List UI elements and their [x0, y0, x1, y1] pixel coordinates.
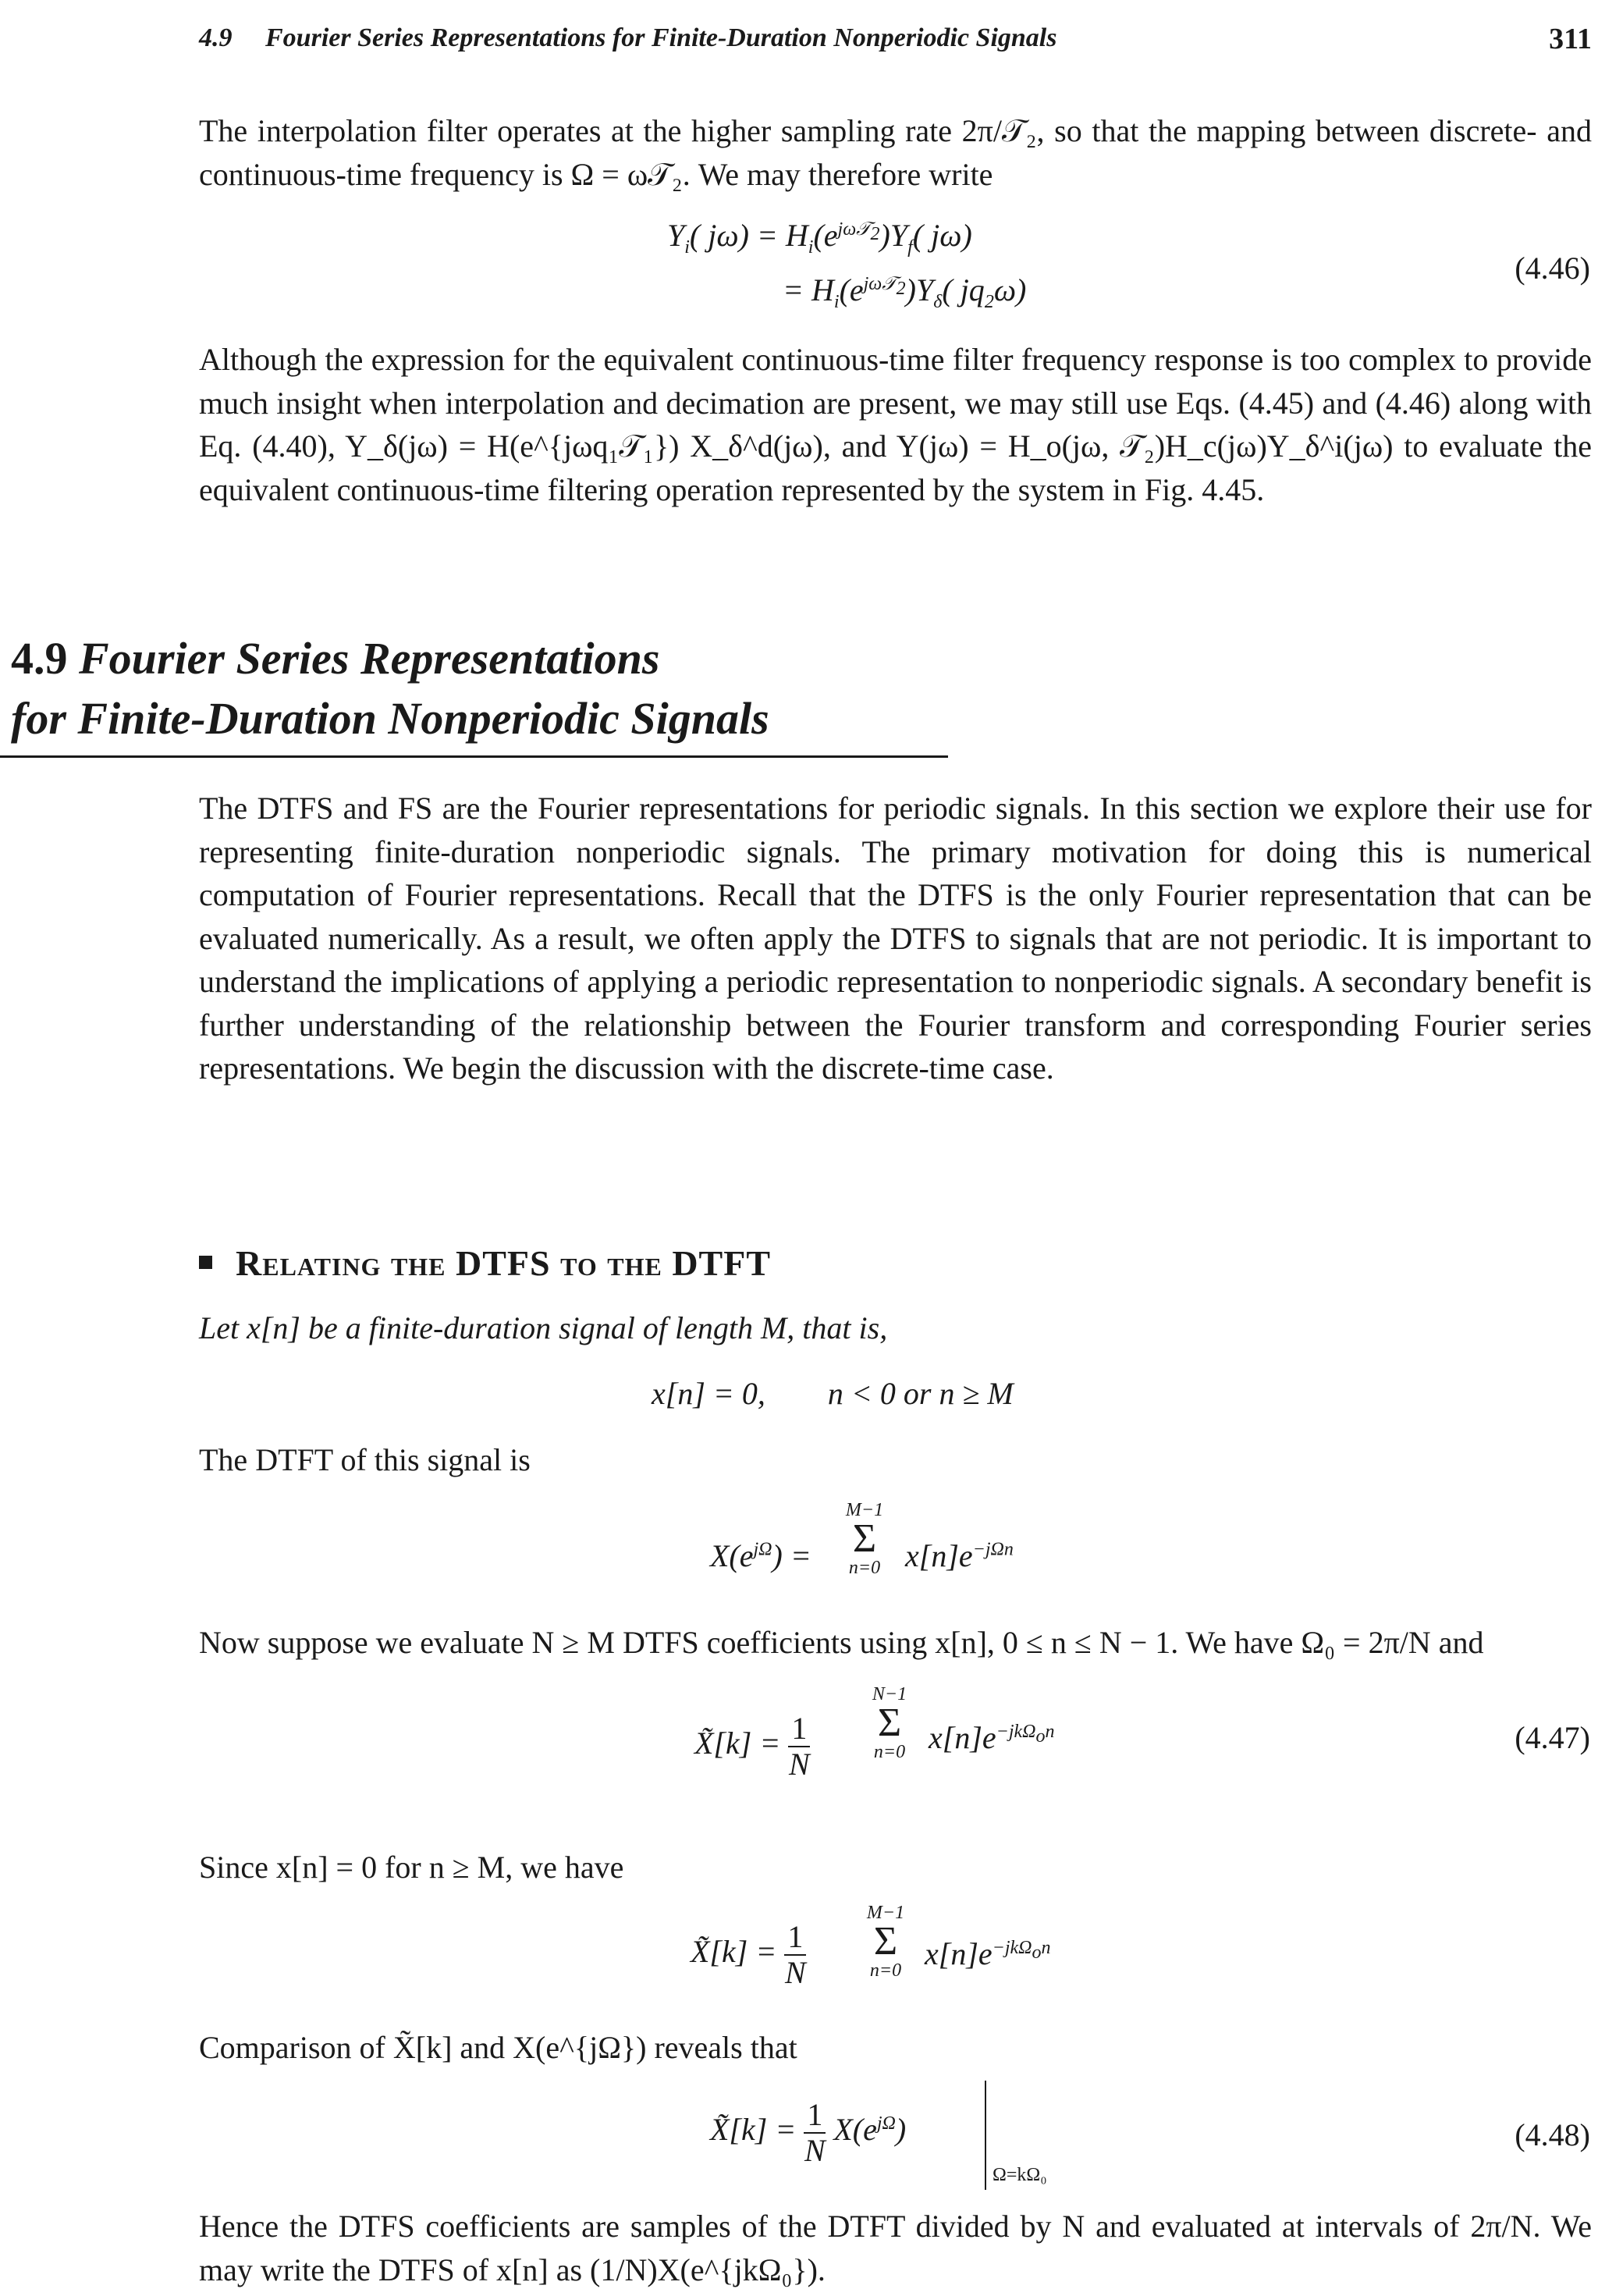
dtfs-sum-upper-limit-M: M−1: [866, 1903, 905, 1923]
dtfs-summation-M: [862, 1903, 909, 1981]
equation-number-4-47: (4.47): [1515, 1720, 1590, 1755]
bullet-icon: [199, 1256, 212, 1269]
subsection-paragraph-6: Hence the DTFS coefficients are samples of the DTFT divided by N and evaluated at intervals of 2π/N. We may write the DTFS of x[n] as (1/N)X(e^{jkΩ₀}).: [199, 2209, 1592, 2287]
equation-dtft-lhs: $X(e^{j\Omega})$ =: [710, 1538, 811, 1573]
subsection-paragraph-3: Now suppose we evaluate N ≥ M DTFS coefficients using x[n], 0 ≤ n ≤ N − 1. We have Ω₀ = 2π/N and: [199, 1625, 1484, 1660]
fraction-1-over-N: $\frac{1}{N}$: [788, 1711, 810, 1782]
dtfs-sum-lower-limit: n=0: [873, 1742, 906, 1762]
subsection-paragraph-2: The DTFT of this signal is: [199, 1442, 531, 1477]
dtfs-summation-N: [866, 1684, 913, 1762]
equation-4-47-rhs: $x[n]e^{-jk\Omega_on}$: [929, 1720, 1055, 1755]
section-paragraph-1: The DTFS and FS are the Fourier representations for periodic signals. In this section we explore their use for representing finite-duration nonperiodic signals. The primary motivation for doing this is numerical computation of Fourier representations. Recall that the DTFS is the only Fourier representation that can be evaluated numerically. As a result, we often apply the DTFS to signals that are not periodic. It is important to understand the implications of applying a periodic representation to nonperiodic signals. A secondary benefit is further understanding of the relationship between the Fourier transform and corresponding Fourier series representations. We begin the discussion with the discrete-time case.: [199, 791, 1592, 1086]
subsection-paragraph-1: Let x[n] be a finite-duration signal of length M, that is,: [199, 1310, 888, 1345]
dtfs-sum-lower-limit: n=0: [869, 1960, 902, 1981]
intro-paragraph-1: The interpolation filter operates at the higher sampling rate 2π/𝒯₂, so that the mapping between discrete- and continuous-time frequency is Ω = ω𝒯₂. We may therefore write: [199, 113, 1592, 192]
equation-number-4-46: (4.46): [1515, 251, 1590, 286]
dtft-summation: [841, 1500, 888, 1578]
equation-4-47: X̃[k] = $\frac{1}{N}$: [694, 1711, 810, 1782]
fraction-1-over-N: $\frac{1}{N}$: [804, 2097, 826, 2168]
running-head-section: 4.9: [199, 23, 233, 52]
evaluation-bar: [985, 2081, 986, 2190]
section-number: 4.9: [11, 633, 68, 684]
subsection-title: Relating the DTFS to the DTFT: [236, 1243, 772, 1283]
subsection-paragraph-4: Since x[n] = 0 for n ≥ M, we have: [199, 1850, 624, 1885]
equation-4-48: X̃[k] = $\frac{1}{N}$ $X(e^{j\Omega})$: [710, 2097, 907, 2168]
section-title-line-1: Fourier Series Representations: [79, 633, 660, 684]
dtfs-sum-upper-limit: N−1: [872, 1684, 907, 1704]
sigma-icon: Σ: [873, 1919, 898, 1964]
running-head-title: Fourier Series Representations for Finite-Duration Nonperiodic Signals: [265, 23, 1057, 52]
running-head: [199, 23, 1592, 53]
equation-4-46-line-2: = $H_i(e^{j\omega 𝒯_2})Y_\delta$( $jq_2\omega$): [783, 272, 1027, 312]
sigma-icon: Σ: [852, 1516, 877, 1561]
evaluation-point: Ω=kΩ₀: [993, 2165, 1047, 2185]
equation-dtft-rhs: $x[n]e^{-j\Omega n}$: [905, 1538, 1014, 1573]
dtft-sum-lower-limit: n=0: [848, 1558, 881, 1578]
page-number: 311: [1549, 23, 1592, 55]
subsection-paragraph-5: Comparison of X̃[k] and X(e^{jΩ}) reveals that: [199, 2030, 797, 2065]
equation-4-46-line-1: $Y_i$( $j\omega) = H_i(e^{j\omega 𝒯_2})Y_f$( jω): [667, 218, 972, 258]
equation-signal-definition: x[n] = 0, n < 0 or n ≥ M: [652, 1376, 1014, 1411]
section-heading-line-1: [11, 631, 947, 687]
section-rule: [0, 755, 948, 758]
fraction-1-over-N: $\frac{1}{N}$: [784, 1919, 806, 1990]
equation-dtfs-truncated: X̃[k] = $\frac{1}{N}$: [691, 1919, 806, 1990]
dtft-sum-upper-limit: M−1: [845, 1500, 884, 1520]
equation-number-4-48: (4.48): [1515, 2117, 1590, 2152]
section-title-line-2: for Finite-Duration Nonperiodic Signals: [11, 693, 769, 744]
subsection-heading: [199, 1242, 771, 1284]
sigma-icon: Σ: [877, 1701, 902, 1745]
intro-paragraph-2: Although the expression for the equivalent continuous-time filter frequency response is too complex to provide much insight when interpolation and decimation are present, we may still use Eqs. (4.45) and (4.46) along with Eq. (4.40), Y_δ(jω) = H(e^{jωq₁𝒯₁}) X_δ^d(jω), and Y(jω) = H_o(jω, 𝒯₂)H_c(jω)Y_δ^i(jω) to evaluate the equivalent continuous-time filtering operation represented by the system in Fig. 4.45.: [199, 342, 1592, 507]
equation-dtfs-truncated-rhs: $x[n]e^{-jk\Omega_on}$: [925, 1936, 1051, 1971]
